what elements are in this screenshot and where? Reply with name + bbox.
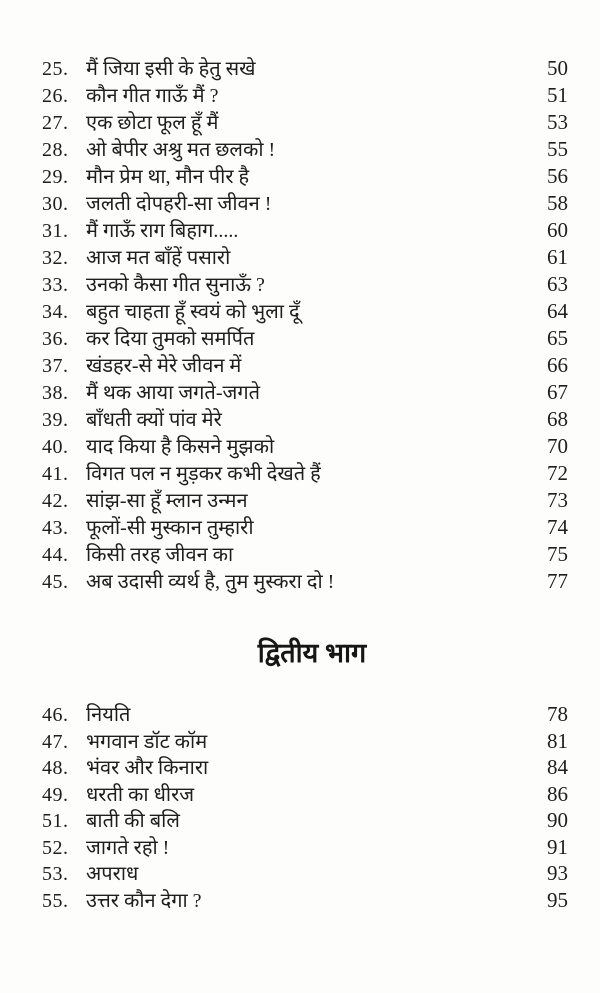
toc-entry-title: मैं गाऊँ राग बिहाग.....	[86, 220, 239, 242]
toc-entry-page-number: 55	[547, 137, 568, 161]
toc-entry-number: 47.	[42, 730, 69, 753]
toc-entry	[42, 379, 568, 406]
toc-entry	[42, 406, 568, 433]
toc-entry-page-number: 95	[547, 887, 568, 912]
toc-entry-title: ओ बेपीर अश्रु मत छलको !	[86, 139, 276, 161]
toc-entry-page-number: 61	[547, 245, 568, 269]
toc-entry-page-number: 72	[547, 461, 568, 485]
toc-entry	[42, 190, 568, 217]
toc-entry-title: फूलों-सी मुस्कान तुम्हारी	[86, 517, 254, 539]
toc-entry	[42, 325, 568, 352]
toc-entry-number: 29.	[42, 166, 69, 188]
toc-entry-page-number: 74	[547, 515, 568, 539]
toc-entry	[42, 807, 568, 834]
toc-entry-number: 51.	[42, 810, 69, 832]
section-heading-second-part: द्वितीय भाग	[257, 638, 367, 668]
toc-entry-number: 55.	[42, 889, 69, 912]
toc-entry-page-number: 63	[547, 272, 568, 296]
toc-entry-number: 28.	[42, 139, 69, 161]
toc-entry-title: उत्तर कौन देगा ?	[86, 889, 202, 912]
toc-entry-page-number: 65	[547, 326, 568, 350]
toc-entry-page-number: 75	[547, 542, 568, 566]
toc-entry-number: 32.	[42, 247, 69, 269]
toc-entry	[42, 82, 568, 109]
toc-entry-title: विगत पल न मुड़कर कभी देखते हैं	[86, 463, 321, 485]
toc-entry-number: 48.	[42, 757, 69, 779]
toc-entry	[42, 701, 568, 728]
toc-entry-title: खंडहर-से मेरे जीवन में	[86, 355, 242, 377]
toc-entry	[42, 298, 568, 325]
toc-entry-page-number: 58	[547, 191, 568, 215]
toc-part1-list	[42, 55, 568, 595]
toc-entry-page-number: 66	[547, 353, 568, 377]
toc-entry	[42, 55, 568, 82]
toc-entry-number: 40.	[42, 436, 69, 458]
toc-part2-list	[42, 701, 568, 913]
toc-entry-number: 44.	[42, 544, 69, 566]
toc-entry-title: जलती दोपहरी-सा जीवन !	[86, 193, 272, 215]
toc-entry	[42, 163, 568, 190]
toc-entry-number: 36.	[42, 328, 69, 350]
toc-entry	[42, 568, 568, 595]
toc-entry-number: 41.	[42, 463, 69, 485]
toc-entry-title: धरती का धीरज	[86, 783, 195, 806]
toc-entry-page-number: 67	[547, 380, 568, 404]
toc-entry-page-number: 78	[547, 702, 568, 726]
toc-entry	[42, 217, 568, 244]
toc-entry	[42, 271, 568, 298]
toc-entry-title: अपराध	[86, 863, 139, 885]
toc-entry-page-number: 84	[547, 755, 568, 779]
toc-entry	[42, 487, 568, 514]
toc-entry-number: 42.	[42, 490, 69, 512]
toc-entry-title: किसी तरह जीवन का	[86, 544, 234, 566]
toc-entry-page-number: 77	[547, 569, 568, 593]
toc-entry-number: 53.	[42, 863, 69, 885]
toc-entry-number: 45.	[42, 571, 69, 593]
toc-entry-title: उनको कैसा गीत सुनाऊँ ?	[86, 274, 265, 296]
toc-entry-title: एक छोटा फूल हूँ मैं	[86, 112, 219, 134]
toc-entry-number: 25.	[42, 58, 69, 80]
toc-entry	[42, 781, 568, 808]
toc-entry-title: जागते रहो !	[86, 836, 170, 859]
toc-entry	[42, 860, 568, 887]
toc-entry	[42, 433, 568, 460]
toc-entry	[42, 460, 568, 487]
toc-entry-number: 31.	[42, 220, 69, 242]
toc-entry-page-number: 70	[547, 434, 568, 458]
toc-entry-title: भगवान डॉट कॉम	[86, 730, 208, 753]
toc-entry	[42, 754, 568, 781]
toc-entry-number: 46.	[42, 704, 69, 726]
toc-entry-page-number: 56	[547, 164, 568, 188]
toc-entry-number: 27.	[42, 112, 69, 134]
toc-entry-page-number: 73	[547, 488, 568, 512]
toc-entry-title: कर दिया तुमको समर्पित	[86, 328, 255, 350]
toc-entry-page-number: 93	[547, 861, 568, 885]
toc-entry	[42, 514, 568, 541]
toc-entry	[42, 834, 568, 861]
toc-entry-number: 52.	[42, 836, 69, 859]
toc-entry-page-number: 53	[547, 110, 568, 134]
toc-entry-page-number: 60	[547, 218, 568, 242]
toc-entry-title: मैं जिया इसी के हेतु सखे	[86, 58, 256, 80]
toc-entry-page-number: 50	[547, 56, 568, 80]
toc-entry-number: 30.	[42, 193, 69, 215]
toc-entry	[42, 109, 568, 136]
toc-entry-page-number: 51	[547, 83, 568, 107]
toc-entry	[42, 244, 568, 271]
toc-entry-number: 39.	[42, 409, 69, 431]
toc-entry-number: 33.	[42, 274, 69, 296]
toc-entry-title: अब उदासी व्यर्थ है, तुम मुस्करा दो !	[86, 571, 335, 593]
toc-entry-page-number: 90	[547, 808, 568, 832]
toc-entry	[42, 887, 568, 914]
toc-entry	[42, 728, 568, 755]
toc-entry-title: बहुत चाहता हूँ स्वयं को भुला दूँ	[86, 301, 300, 323]
toc-entry-title: बाती की बलि	[86, 810, 180, 832]
toc-entry-title: बाँधती क्यों पांव मेरे	[86, 409, 222, 431]
toc-entry	[42, 541, 568, 568]
toc-entry-number: 37.	[42, 355, 69, 377]
toc-entry	[42, 352, 568, 379]
toc-entry-number: 49.	[42, 783, 69, 806]
toc-entry-page-number: 86	[547, 781, 568, 806]
toc-entry-title: याद किया है किसने मुझको	[86, 436, 275, 458]
toc-entry-title: नियति	[86, 704, 131, 726]
toc-entry-page-number: 64	[547, 299, 568, 323]
toc-entry-number: 34.	[42, 301, 69, 323]
toc-entry-page-number: 91	[547, 834, 568, 859]
toc-entry-page-number: 81	[547, 728, 568, 753]
toc-entry	[42, 136, 568, 163]
toc-entry-title: भंवर और किनारा	[86, 757, 209, 779]
toc-entry-title: आज मत बाँहें पसारो	[86, 247, 231, 269]
toc-entry-title: कौन गीत गाऊँ मैं ?	[86, 85, 219, 107]
toc-entry-title: मौन प्रेम था, मौन पीर है	[86, 166, 250, 188]
toc-entry-title: मैं थक आया जगते-जगते	[86, 382, 260, 404]
toc-entry-number: 43.	[42, 517, 69, 539]
toc-entry-page-number: 68	[547, 407, 568, 431]
toc-entry-number: 38.	[42, 382, 69, 404]
toc-entry-title: सांझ-सा हूँ म्लान उन्मन	[86, 490, 248, 512]
toc-entry-number: 26.	[42, 85, 69, 107]
